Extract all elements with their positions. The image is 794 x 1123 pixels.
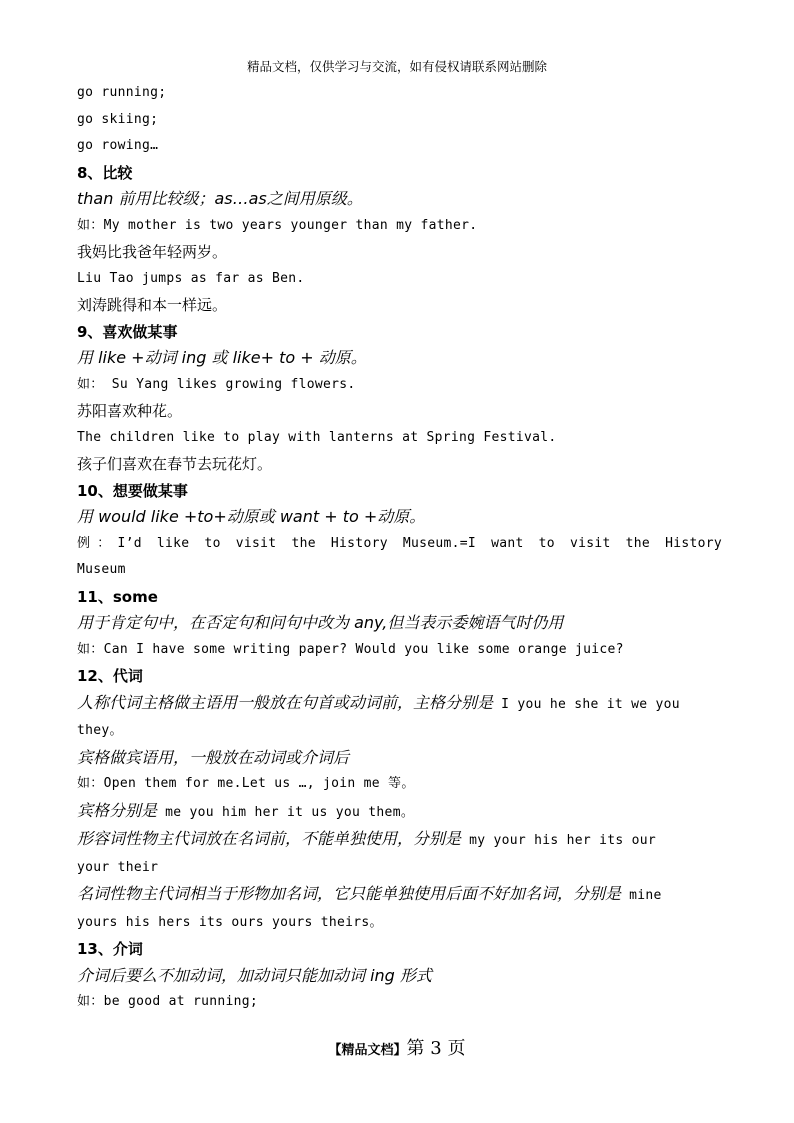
rule-text-part: 宾格分别是 <box>77 800 158 820</box>
section-heading-12: 12、代词 <box>77 667 143 685</box>
rule-text-continued: they。 <box>77 723 123 738</box>
rule-text: 用于肯定句中，在否定句和问句中改为 any,但当表示委婉语气时仍用 <box>77 613 564 632</box>
translation-text: 苏阳喜欢种花。 <box>77 402 183 420</box>
example-text: 如：be good at running; <box>77 994 259 1009</box>
translation-text: 我妈比我爸年轻两岁。 <box>77 243 228 261</box>
rule-text: than 前用比较级；as…as之间用原级。 <box>77 189 363 208</box>
rule-text-part: 形容词性物主代词放在名词前，不能单独使用，分别是 <box>77 829 462 848</box>
rule-text: 用 like +动词 ing 或 like+ to + 动原。 <box>77 348 367 367</box>
example-text: 如：Can I have some writing paper? Would you like some orange juice? <box>77 641 624 657</box>
pronoun-list: me you him her it us you them。 <box>157 804 415 820</box>
text-line: go skiing; <box>77 111 159 127</box>
rule-text-part: 人称代词主格做主语用一般放在句首或动词前，主格分别是 <box>77 692 494 712</box>
example-text-continued: Museum <box>77 562 126 577</box>
example-text: 如：Open them for me.Let us …, join me 等。 <box>77 776 415 791</box>
document-body <box>77 80 722 1016</box>
section-heading-11: 11、some <box>77 587 158 606</box>
rule-text-continued: yours his hers its ours yours theirs。 <box>77 914 383 930</box>
example-text: 如： Su Yang likes growing flowers. <box>77 376 356 392</box>
page-footer <box>0 1034 794 1060</box>
page-number: 第 3 页 <box>406 1038 466 1059</box>
rule-text: 宾格做宾语用，一般放在动词或介词后 <box>77 747 350 767</box>
rule-text <box>77 826 722 855</box>
rule-text-continued: your their <box>77 859 159 875</box>
example-text: 如：My mother is two years younger than my father. <box>77 217 478 233</box>
section-heading-8: 8、比较 <box>77 163 133 182</box>
rule-text: 用 would like +to+动原或 want + to +动原。 <box>77 507 426 526</box>
example-text: Liu Tao jumps as far as Ben. <box>77 270 305 286</box>
section-heading-10: 10、想要做某事 <box>77 481 188 500</box>
example-text: 例：I’d like to visit the History Museum.=I want to visit the History <box>77 535 722 551</box>
pronoun-list: my your his her its our <box>461 833 657 848</box>
footer-tag: 【精品文档】 <box>328 1043 407 1058</box>
header-watermark: 精品文档，仅供学习与交流，如有侵权请联系网站删除 <box>246 59 547 74</box>
translation-text: 刘涛跳得和本一样远。 <box>77 296 228 314</box>
pronoun-list: I you he she it we you <box>493 696 680 712</box>
example-text: The children like to play with lanterns at Spring Festival. <box>77 429 557 445</box>
section-heading-13: 13、介词 <box>77 940 143 958</box>
section-heading-9: 9、喜欢做某事 <box>77 322 178 341</box>
rule-text <box>77 690 722 719</box>
translation-text: 孩子们喜欢在春节去玩花灯。 <box>77 455 273 473</box>
rule-text <box>77 881 722 910</box>
rule-text: 介词后要么不加动词，加动词只能加动词 ing 形式 <box>77 965 432 985</box>
pronoun-list: mine <box>621 888 662 903</box>
text-line: go running; <box>77 85 167 100</box>
text-line: go rowing… <box>77 138 159 153</box>
rule-text <box>77 798 722 827</box>
rule-text-part: 名词性物主代词相当于形物加名词，它只能单独使用后面不好加名词，分别是 <box>77 884 622 903</box>
